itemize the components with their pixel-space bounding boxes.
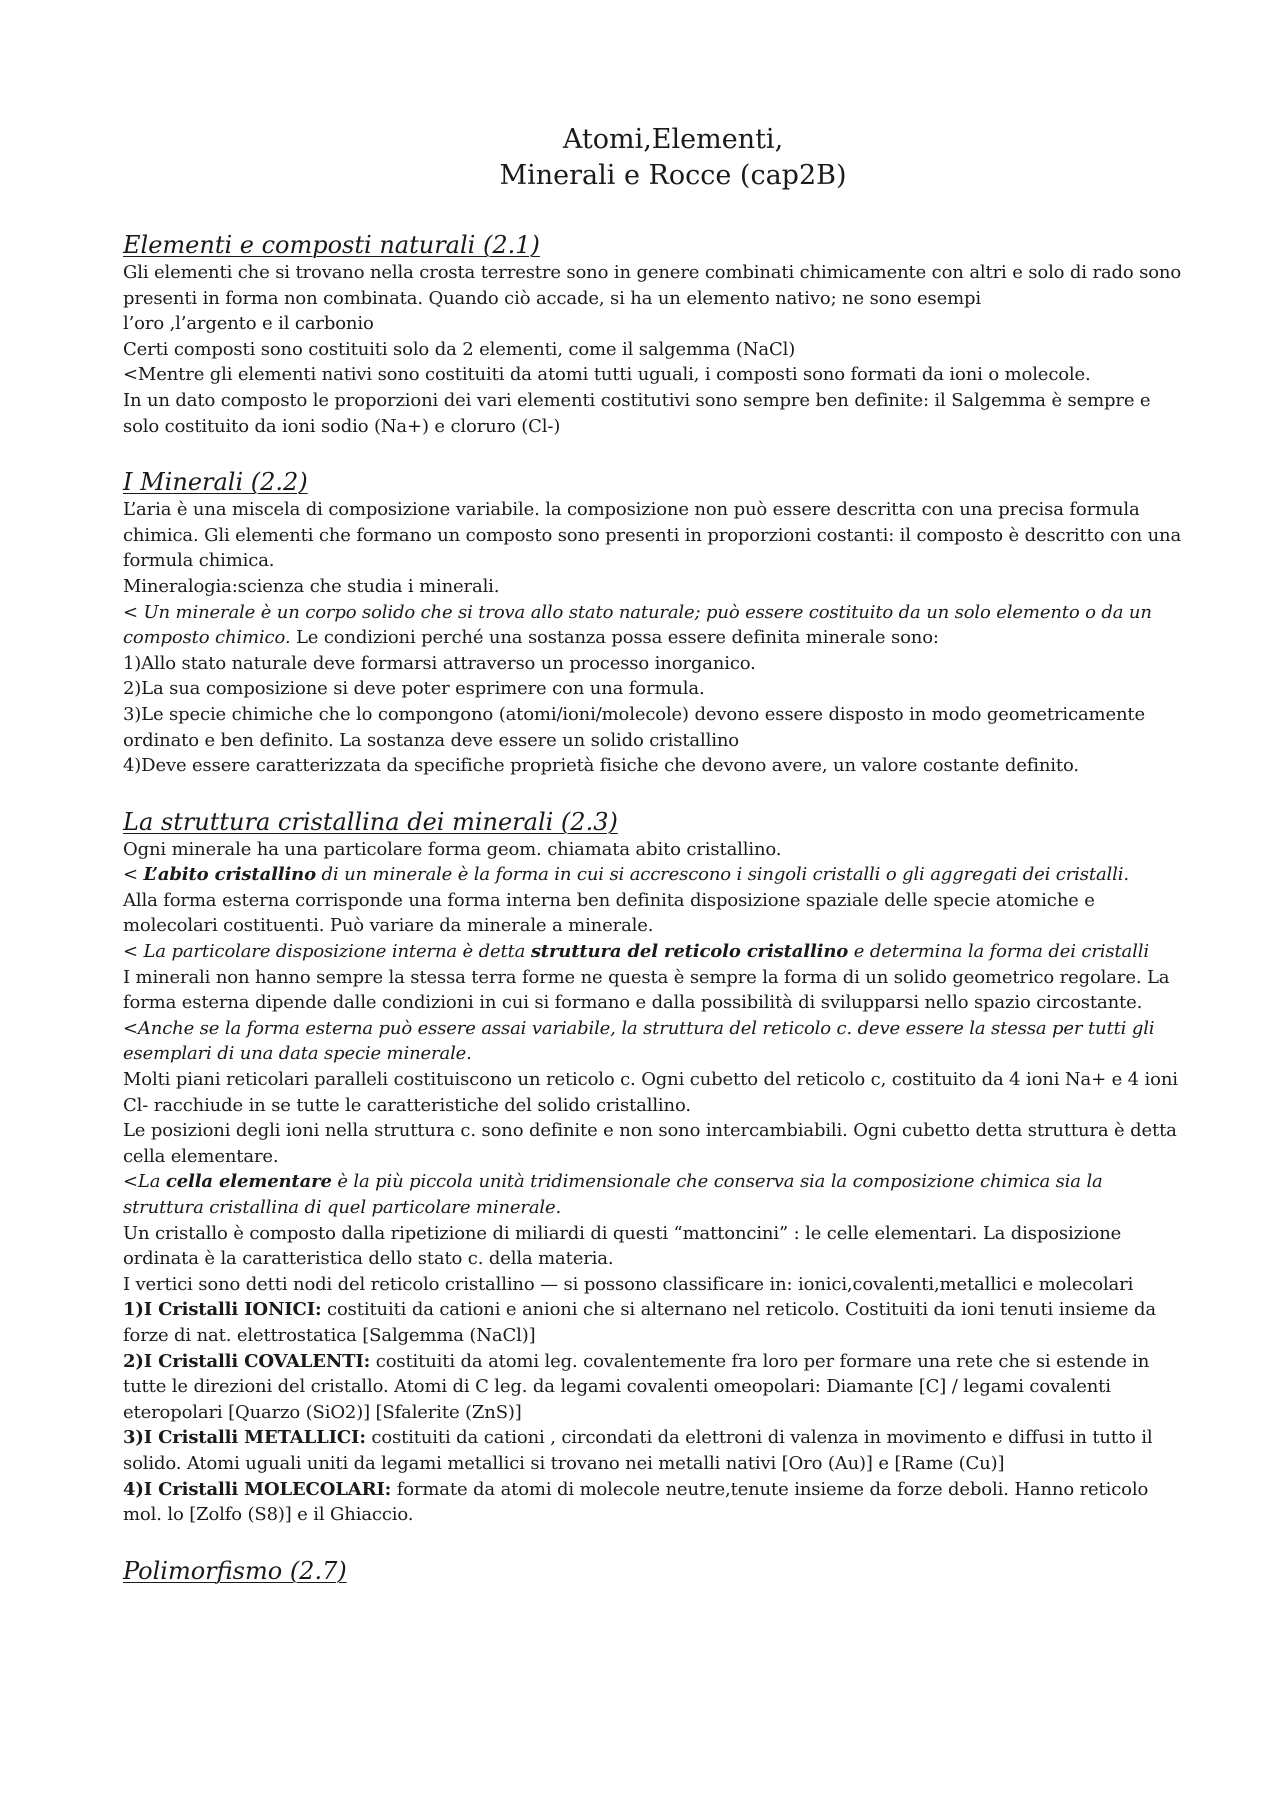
text-run: In un dato composto le proporzioni dei vari elementi costitutivi sono sempre ben definite: il Salgemma è sempre e solo costituito da ioni sodio (Na+) e cloruro (Cl-): [123, 389, 1151, 437]
italic-text: <Anche se la forma esterna può essere assai variabile, la struttura del reticolo c. deve essere la stessa per tutti gli esemplari di una data specie minerale.: [123, 1017, 1155, 1065]
text-run: Certi composti sono costituiti solo da 2 elementi, come il salgemma (NaCl): [123, 338, 796, 360]
text-run: Ogni minerale ha una particolare forma geom. chiamata abito cristallino.: [123, 838, 782, 860]
paragraph: [123, 676, 1183, 702]
section: [123, 1556, 1183, 1586]
paragraph: [123, 862, 1183, 888]
paragraph: [123, 753, 1183, 779]
bold-text: 1)I Cristalli IONICI:: [123, 1299, 322, 1321]
text-run: I vertici sono detti nodi del reticolo cristallino — si possono classificare in: ionici,covalenti,metallici e molecolari: [123, 1273, 1134, 1295]
text-run: I minerali non hanno sempre la stessa terra forme ne questa è sempre la forma di un solido geometrico regolare. La forma esterna dipende dalle condizioni in cui si formano e dalla possibilità di svilupparsi nello spazio circostante.: [123, 966, 1170, 1014]
text-run: 1)Allo stato naturale deve formarsi attraverso un processo inorganico.: [123, 652, 756, 674]
bold-text: 4)I Cristalli MOLECOLARI:: [123, 1478, 392, 1500]
italic-text: < Un minerale è un corpo solido che si trova allo stato naturale; può essere costituito da un solo elemento o da un composto chimico.: [123, 601, 1152, 649]
italic-text: e determina la forma dei cristalli: [848, 941, 1149, 963]
paragraph: [123, 1477, 1183, 1528]
paragraph: [123, 1118, 1183, 1169]
italic-text: < La particolare disposizione interna è detta: [123, 941, 531, 963]
text-run: L’aria è una miscela di composizione variabile. la composizione non può essere descritta con una precisa formula chimica. Gli elementi che formano un composto sono presenti in proporzioni costanti: il composto è descritto con una formula chimica.: [123, 499, 1182, 572]
paragraph: [123, 1425, 1183, 1476]
text-run: Molti piani reticolari paralleli costituiscono un reticolo c. Ogni cubetto del reticolo c, costituito da 4 ioni Na+ e 4 ioni Cl- racchiude in se tutte le caratteristiche del solido cristallino.: [123, 1069, 1178, 1116]
bold-text: L’abito cristallino: [143, 864, 316, 886]
paragraph: [123, 1297, 1183, 1348]
paragraph: [123, 651, 1183, 677]
bold-text: cella elementare: [165, 1171, 332, 1193]
section: [123, 807, 1183, 1528]
text-run: costituiti da cationi , circondati da elettroni di valenza in movimento e diffusi in tutto il solido. Atomi uguali uniti da legami metallici si trovano nei metalli nativi [Oro (Au)] e [Rame (Cu)]: [123, 1427, 1153, 1474]
paragraph: [123, 260, 1183, 311]
text-run: Un cristallo è composto dalla ripetizione di miliardi di questi “mattoncini” : le celle elementari. La disposizione ordinata è la caratteristica dello stato c. della materia.: [123, 1222, 1122, 1270]
italic-text: è la più piccola unità tridimensionale che conserva sia la composizione chimica sia la struttura cristallina di quel particolare minerale.: [123, 1171, 1103, 1218]
section-heading: Polimorfismo (2.7): [123, 1556, 347, 1585]
document-title: [123, 122, 1183, 194]
title-line-2: Minerali e Rocce (cap2B): [499, 160, 847, 191]
paragraph: [123, 888, 1183, 939]
paragraph: [123, 837, 1183, 863]
text-run: Le posizioni degli ioni nella struttura c. sono definite e non sono intercambiabili. Ogni cubetto detta struttura è detta cella elementare.: [123, 1120, 1177, 1167]
paragraph: [123, 574, 1183, 600]
paragraph: [123, 1272, 1183, 1298]
text-run: Alla forma esterna corrisponde una forma interna ben definita disposizione spaziale delle specie atomiche e molecolari costituenti. Può variare da minerale a minerale.: [123, 889, 1095, 937]
title-line-1: Atomi,Elementi,: [562, 124, 784, 155]
text-run: Le condizioni perché una sostanza possa essere definita minerale sono:: [290, 627, 939, 649]
paragraph: [123, 600, 1183, 651]
paragraph: [123, 1016, 1183, 1067]
text-run: 3)Le specie chimiche che lo compongono (atomi/ioni/molecole) devono essere disposto in modo geometricamente ordinato e ben definito. La sostanza deve essere un solido cristallino: [123, 703, 1145, 751]
italic-text: <: [123, 864, 144, 886]
paragraph: [123, 362, 1183, 388]
paragraph: [123, 337, 1183, 363]
paragraph: [123, 965, 1183, 1016]
paragraph: [123, 1169, 1183, 1220]
text-run: l’oro ,l’argento e il carbonio: [123, 313, 374, 335]
paragraph: [123, 388, 1183, 439]
section-heading: Elementi e composti naturali (2.1): [123, 231, 540, 259]
document-body: [123, 230, 1183, 1586]
section-heading: I Minerali (2.2): [123, 468, 308, 497]
text-run: costituiti da atomi leg. covalentemente fra loro per formare una rete che si estende in tutte le direzioni del cristallo. Atomi di C leg. da legami covalenti omeopolari: Diamante [C] / legami covalenti eteropolari [Quarzo (SiO2)] [Sfalerite (ZnS)]: [123, 1350, 1150, 1423]
bold-text: struttura del reticolo cristallino: [530, 941, 849, 963]
section: [123, 467, 1183, 779]
paragraph: [123, 311, 1183, 337]
italic-text: <La: [123, 1171, 166, 1193]
text-run: <Mentre gli elementi nativi sono costituiti da atomi tutti uguali, i composti sono formati da ioni o molecole.: [123, 364, 1091, 386]
text-run: formate da atomi di molecole neutre,tenute insieme da forze deboli. Hanno reticolo mol. lo [Zolfo (S8)] e il Ghiaccio.: [123, 1478, 1149, 1526]
text-run: 2)La sua composizione si deve poter esprimere con una formula.: [123, 678, 705, 700]
text-run: Gli elementi che si trovano nella crosta terrestre sono in genere combinati chimicamente con altri e solo di rado sono presenti in forma non combinata. Quando ciò accade, si ha un elemento nativo; ne sono esempi: [123, 262, 1182, 309]
paragraph: [123, 702, 1183, 753]
text-run: 4)Deve essere caratterizzata da specifiche proprietà fisiche che devono avere, un valore costante definito.: [123, 755, 1079, 777]
section: [123, 230, 1183, 439]
paragraph: [123, 497, 1183, 574]
paragraph: [123, 1067, 1183, 1118]
text-run: costituiti da cationi e anioni che si alternano nel reticolo. Costituiti da ioni tenuti insieme da forze di nat. elettrostatica [Salgemma (NaCl)]: [123, 1299, 1156, 1346]
paragraph: [123, 1221, 1183, 1272]
bold-text: 2)I Cristalli COVALENTI:: [123, 1350, 371, 1372]
document-page: [123, 122, 1183, 1614]
paragraph: [123, 939, 1183, 965]
section-heading: La struttura cristallina dei minerali (2.3): [123, 807, 618, 836]
italic-text: di un minerale è la forma in cui si accrescono i singoli cristalli o gli aggregati dei cristalli.: [315, 864, 1129, 886]
bold-text: 3)I Cristalli METALLICI:: [123, 1427, 366, 1449]
text-run: Mineralogia:scienza che studia i minerali.: [123, 575, 500, 597]
paragraph: [123, 1349, 1183, 1426]
